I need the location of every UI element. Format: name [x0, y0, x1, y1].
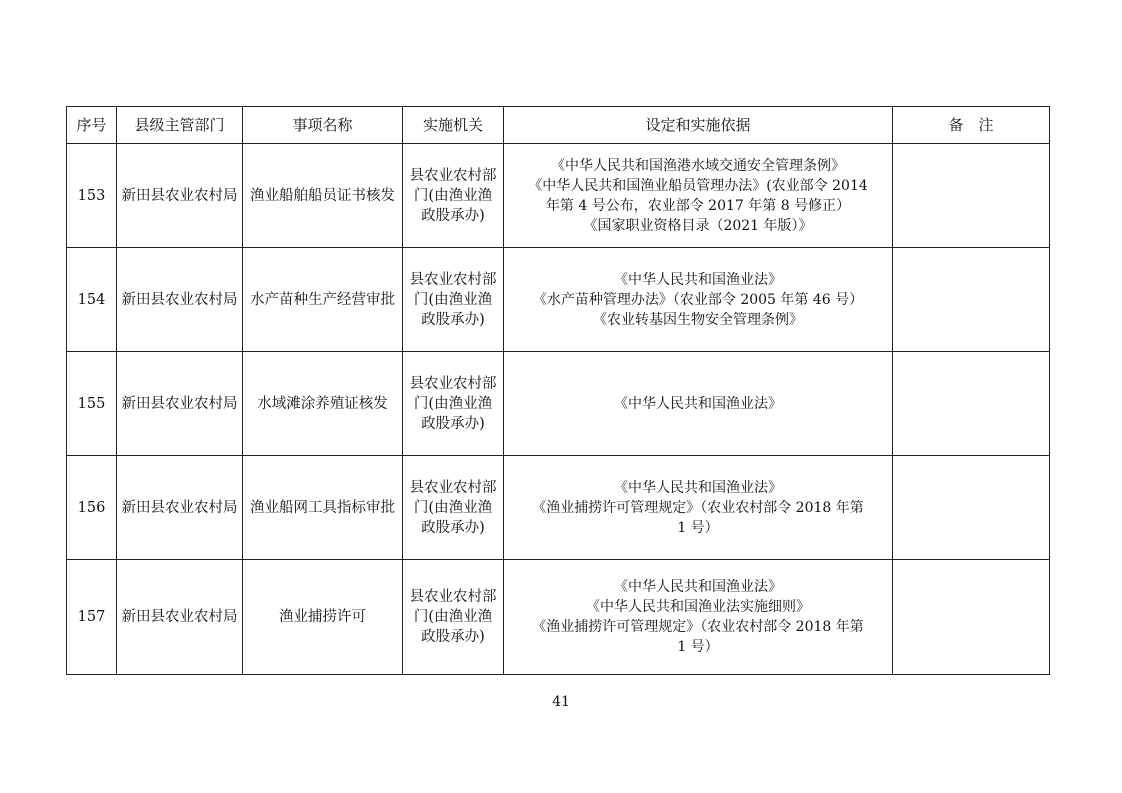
items-table	[66, 106, 1050, 675]
basis-line: 《中华人民共和国渔业法实施细则》	[586, 599, 810, 615]
table-row	[67, 560, 1050, 675]
table-row	[67, 456, 1050, 560]
basis-line: 《中华人民共和国渔业船员管理办法》(农业部令 2014	[528, 177, 868, 194]
cell-agency: 县农业农村部门(由渔业渔政股承办)	[403, 352, 504, 456]
basis-line: 《渔业捕捞许可管理规定》（农业农村部令 2018 年第	[532, 619, 864, 635]
basis-line: 1 号）	[677, 519, 719, 536]
header-item: 事项名称	[243, 107, 403, 144]
basis-line: 《中华人民共和国渔业法》	[614, 271, 782, 288]
header-row	[67, 107, 1050, 144]
basis-line: 《中华人民共和国渔业法》	[614, 579, 782, 595]
cell-item: 水域滩涂养殖证核发	[243, 352, 403, 456]
cell-department: 新田县农业农村局	[117, 352, 243, 456]
basis-line: 1 号）	[677, 639, 719, 655]
basis-line: 《中华人民共和国渔业法》	[614, 395, 782, 412]
cell-item: 渔业捕捞许可	[243, 560, 403, 675]
basis-line: 《农业转基因生物安全管理条例》	[593, 311, 803, 328]
cell-item: 渔业船网工具指标审批	[243, 456, 403, 560]
table-row	[67, 352, 1050, 456]
header-seq: 序号	[67, 107, 117, 144]
basis-line: 《国家职业资格目录（2021 年版）》	[583, 217, 813, 234]
page-number: 41	[552, 694, 570, 710]
cell-basis	[504, 352, 893, 456]
cell-agency: 县农业农村部门(由渔业渔政股承办)	[403, 456, 504, 560]
cell-item: 渔业船舶船员证书核发	[243, 144, 403, 248]
basis-line: 《水产苗种管理办法》（农业部令 2005 年第 46 号）	[532, 291, 864, 308]
table-row	[67, 248, 1050, 352]
basis-line: 《渔业捕捞许可管理规定》（农业农村部令 2018 年第	[532, 499, 864, 516]
header-department: 县级主管部门	[117, 107, 243, 144]
cell-item: 水产苗种生产经营审批	[243, 248, 403, 352]
cell-seq: 154	[67, 248, 117, 352]
cell-basis	[504, 144, 893, 248]
cell-seq: 157	[67, 560, 117, 675]
cell-remark	[893, 560, 1050, 675]
basis-line: 《中华人民共和国渔业法》	[614, 479, 782, 496]
cell-seq: 153	[67, 144, 117, 248]
cell-seq: 155	[67, 352, 117, 456]
header-remark: 备 注	[893, 107, 1050, 144]
cell-remark	[893, 248, 1050, 352]
cell-department: 新田县农业农村局	[117, 456, 243, 560]
cell-seq: 156	[67, 456, 117, 560]
basis-line: 年第 4 号公布，农业部令 2017 年第 8 号修正）	[545, 197, 851, 214]
header-agency: 实施机关	[403, 107, 504, 144]
cell-remark	[893, 456, 1050, 560]
cell-basis	[504, 248, 893, 352]
table-row	[67, 144, 1050, 248]
cell-department: 新田县农业农村局	[117, 248, 243, 352]
cell-agency: 县农业农村部门(由渔业渔政股承办)	[403, 560, 504, 675]
cell-basis	[504, 456, 893, 560]
cell-department: 新田县农业农村局	[117, 144, 243, 248]
cell-remark	[893, 352, 1050, 456]
basis-line: 《中华人民共和国渔港水域交通安全管理条例》	[551, 157, 845, 174]
cell-remark	[893, 144, 1050, 248]
cell-department: 新田县农业农村局	[117, 560, 243, 675]
cell-agency: 县农业农村部门(由渔业渔政股承办)	[403, 144, 504, 248]
cell-basis	[504, 560, 893, 675]
header-basis: 设定和实施依据	[504, 107, 893, 144]
cell-agency: 县农业农村部门(由渔业渔政股承办)	[403, 248, 504, 352]
